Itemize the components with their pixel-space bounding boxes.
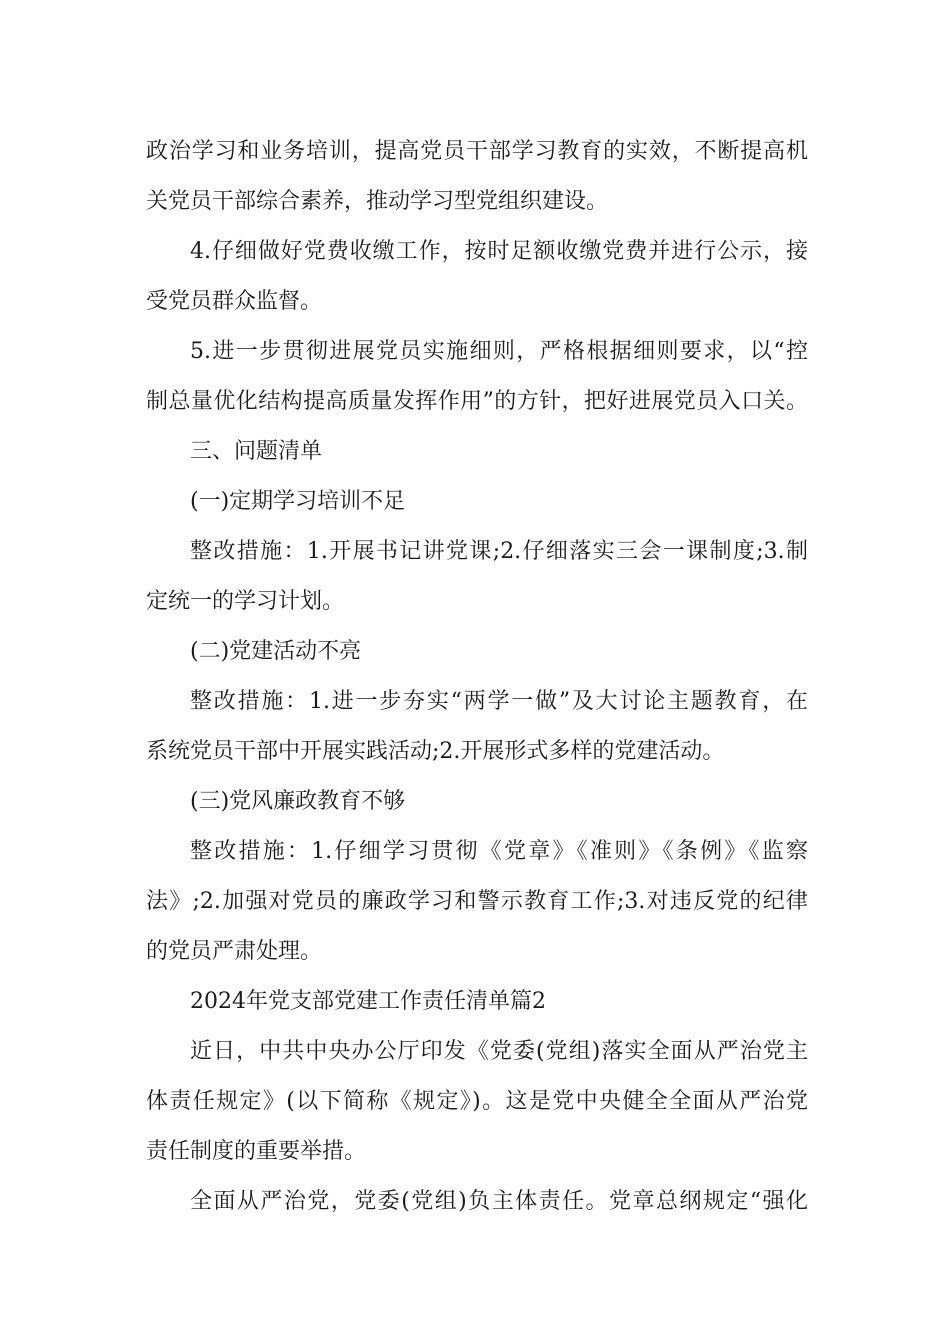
text-line: 定统一的学习计划。	[146, 589, 345, 614]
text-line: 责任制度的重要举措。	[146, 1139, 367, 1164]
subsection-heading: (二)党建活动不亮	[190, 639, 362, 664]
text-line: 整改措施：1.进一步夯实“两学一做”及大讨论主题教育，在	[190, 689, 808, 714]
text-line: 法》;2.加强对党员的廉政学习和警示教育工作;3.对违反党的纪律	[146, 889, 808, 914]
section-heading: 三、问题清单	[190, 439, 323, 464]
text-line: 体责任规定》(以下简称《规定》)。这是党中央健全全面从严治党	[146, 1089, 808, 1114]
text-line: 4.仔细做好党费收缴工作，按时足额收缴党费并进行公示，接	[190, 239, 808, 264]
text-line: 关党员干部综合素养，推动学习型党组织建设。	[146, 189, 609, 214]
subsection-heading: (三)党风廉政教育不够	[190, 789, 406, 814]
text-line: 5.进一步贯彻进展党员实施细则，严格根据细则要求，以“控	[190, 339, 808, 364]
text-line: 整改措施：1.仔细学习贯彻《党章》《准则》《条例》《监察	[190, 839, 808, 864]
text-line: 受党员群众监督。	[146, 289, 323, 314]
text-line: 全面从严治党，党委(党组)负主体责任。党章总纲规定“强化	[190, 1189, 808, 1214]
text-line: 政治学习和业务培训，提高党员干部学习教育的实效，不断提高机	[146, 139, 808, 164]
article-title: 2024年党支部党建工作责任清单篇2	[190, 989, 546, 1014]
subsection-heading: (一)定期学习培训不足	[190, 489, 406, 514]
text-line: 制总量优化结构提高质量发挥作用”的方针，把好进展党员入口关。	[146, 389, 808, 414]
text-line: 的党员严肃处理。	[146, 939, 323, 964]
text-line: 近日，中共中央办公厅印发《党委(党组)落实全面从严治党主	[190, 1039, 808, 1064]
text-line: 系统党员干部中开展实践活动;2.开展形式多样的党建活动。	[146, 739, 725, 764]
text-line: 整改措施：1.开展书记讲党课;2.仔细落实三会一课制度;3.制	[190, 539, 808, 564]
